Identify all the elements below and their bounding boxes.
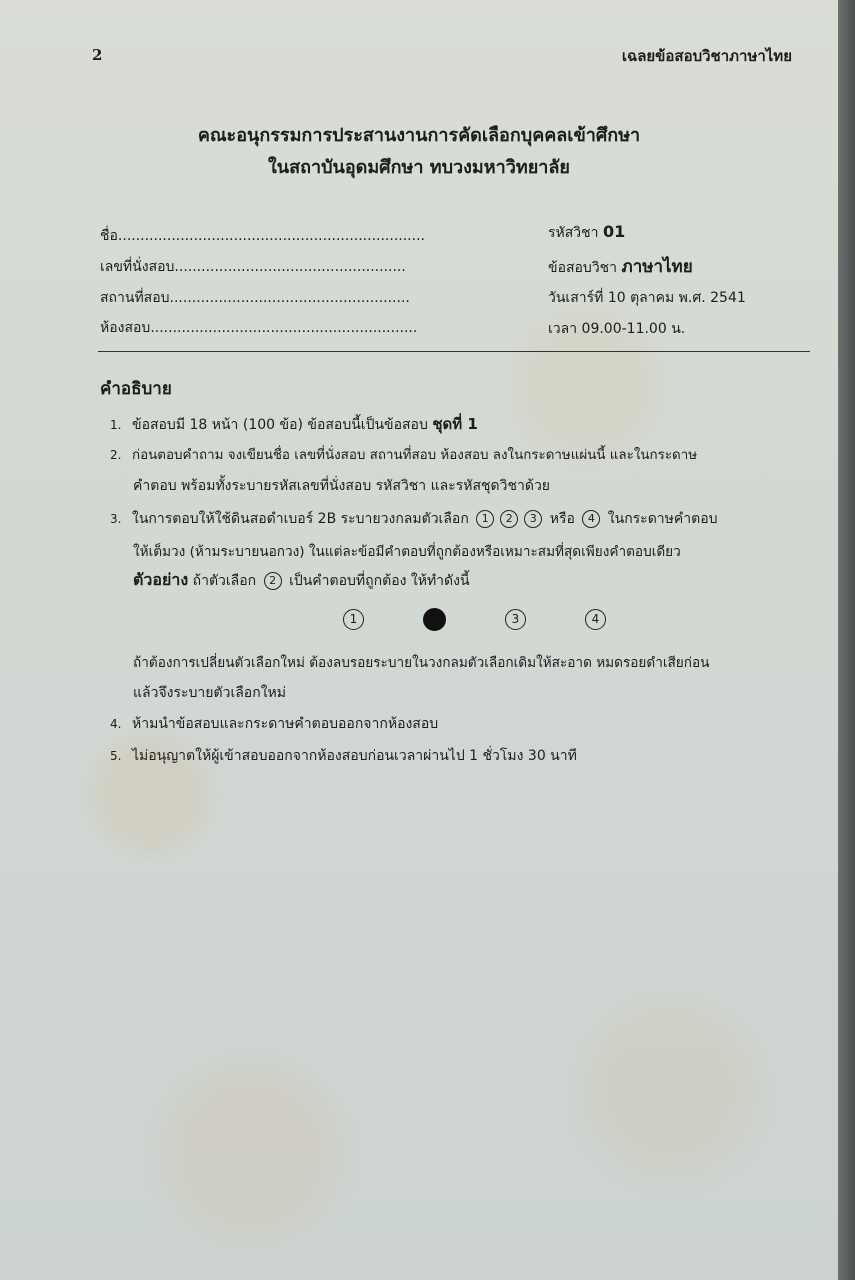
exam-date: วันเสาร์ที่ 10 ตุลาคม พ.ศ. 2541 xyxy=(548,290,746,306)
field-seat-dots: .................................................... xyxy=(174,259,406,275)
title-line-1: คณะอนุกรรมการประสานงานการคัดเลือกบุคคลเข้าศึกษา xyxy=(197,125,641,146)
field-seat xyxy=(100,256,406,278)
instruction-3-text-b: ในกระดาษคำตอบ xyxy=(607,511,718,527)
example-text-a: ถ้าตัวเลือก xyxy=(192,573,257,589)
example-bubble-filled xyxy=(423,608,446,631)
subject-code xyxy=(548,222,625,244)
example-bubble-row xyxy=(340,608,609,631)
example-bubble-3: 3 xyxy=(505,609,526,630)
instruction-4-text: ห้ามนำข้อสอบและกระดาษคำตอบออกจากห้องสอบ xyxy=(132,716,439,732)
field-name xyxy=(100,225,425,247)
example-bubble-1: 1 xyxy=(343,609,364,630)
instruction-4 xyxy=(110,713,438,735)
example-text-b: เป็นคำตอบที่ถูกต้อง ให้ทำดังนี้ xyxy=(289,573,470,589)
example-bubble-4: 4 xyxy=(585,609,606,630)
field-seat-label: เลขที่นั่งสอบ xyxy=(100,259,175,275)
instruction-3-text-a: ในการตอบให้ใช้ดินสอดำเบอร์ 2B ระบายวงกลมตัวเลือก xyxy=(132,511,469,527)
instruction-1-number: 1. xyxy=(110,418,122,432)
example-line xyxy=(133,568,470,593)
instruction-3-line-2: ให้เต็มวง (ห้ามระบายนอกวง) ในแต่ละข้อมีคำตอบที่ถูกต้องหรือเหมาะสมที่สุดเพียงคำตอบเดียว xyxy=(133,544,681,560)
field-place-label: สถานที่สอบ xyxy=(100,290,170,306)
choice-circle-4: 4 xyxy=(582,510,600,528)
change-line-1: ถ้าต้องการเปลี่ยนตัวเลือกใหม่ ต้องลบรอยระบายในวงกลมตัวเลือกเดิมให้สะอาด หมดรอยดำเสียก่อน xyxy=(133,655,710,671)
instruction-1-text: ข้อสอบมี 18 หน้า (100 ข้อ) ข้อสอบนี้เป็นข้อสอบ xyxy=(132,417,428,433)
book-title: เฉลยข้อสอบวิชาภาษาไทย xyxy=(621,47,792,65)
change-line-2: แล้วจึงระบายตัวเลือกใหม่ xyxy=(133,685,286,701)
page-edge xyxy=(838,0,855,1280)
subject-code-value: 01 xyxy=(602,222,626,241)
instruction-5-number: 5. xyxy=(110,749,122,763)
instruction-3-or: หรือ xyxy=(549,511,575,527)
instruction-4-number: 4. xyxy=(110,717,122,731)
instruction-3-number: 3. xyxy=(110,512,122,526)
title-line-2: ในสถาบันอุดมศึกษา ทบวงมหาวิทยาลัย xyxy=(268,157,570,178)
subject-code-label: รหัสวิชา xyxy=(548,225,599,241)
instruction-3 xyxy=(110,508,718,530)
choice-circle-2: 2 xyxy=(500,510,518,528)
instruction-1 xyxy=(110,412,478,436)
exam-time: เวลา 09.00-11.00 น. xyxy=(548,321,686,337)
choice-circle-1: 1 xyxy=(476,510,494,528)
instruction-5-text: ไม่อนุญาตให้ผู้เข้าสอบออกจากห้องสอบก่อนเวลาผ่านไป 1 ชั่วโมง 30 นาที xyxy=(132,748,577,764)
instruction-2-line-1: ก่อนตอบคำถาม จงเขียนชื่อ เลขที่นั่งสอบ สถานที่สอบ ห้องสอบ ลงในกระดาษแผ่นนี้ และในกระดาษ xyxy=(132,448,698,463)
instruction-2-line-2: คำตอบ พร้อมทั้งระบายรหัสเลขที่นั่งสอบ รหัสวิชา และรหัสชุดวิชาด้วย xyxy=(133,478,551,494)
divider xyxy=(98,351,810,352)
instruction-2 xyxy=(110,444,697,465)
field-place-dots: ...................................................... xyxy=(169,290,410,306)
field-place xyxy=(100,287,410,309)
example-choice-circle: 2 xyxy=(264,572,282,590)
instructions-heading: คำอธิบาย xyxy=(100,379,172,399)
subject-name-label: ข้อสอบวิชา xyxy=(548,260,618,276)
page-number: 2 xyxy=(92,46,103,64)
instruction-2-number: 2. xyxy=(110,448,122,462)
choice-circle-3: 3 xyxy=(524,510,542,528)
field-name-label: ชื่อ xyxy=(100,228,118,244)
field-name-dots: ..................................................................... xyxy=(117,228,425,244)
instruction-5 xyxy=(110,745,577,767)
example-label: ตัวอย่าง xyxy=(133,570,189,589)
instruction-1-bold: ชุดที่ 1 xyxy=(432,415,478,433)
field-room-dots: ............................................................ xyxy=(150,320,418,336)
field-room-label: ห้องสอบ xyxy=(100,320,151,336)
subject-name-value: ภาษาไทย xyxy=(621,257,693,277)
field-room xyxy=(100,317,417,339)
subject-name xyxy=(548,253,693,280)
